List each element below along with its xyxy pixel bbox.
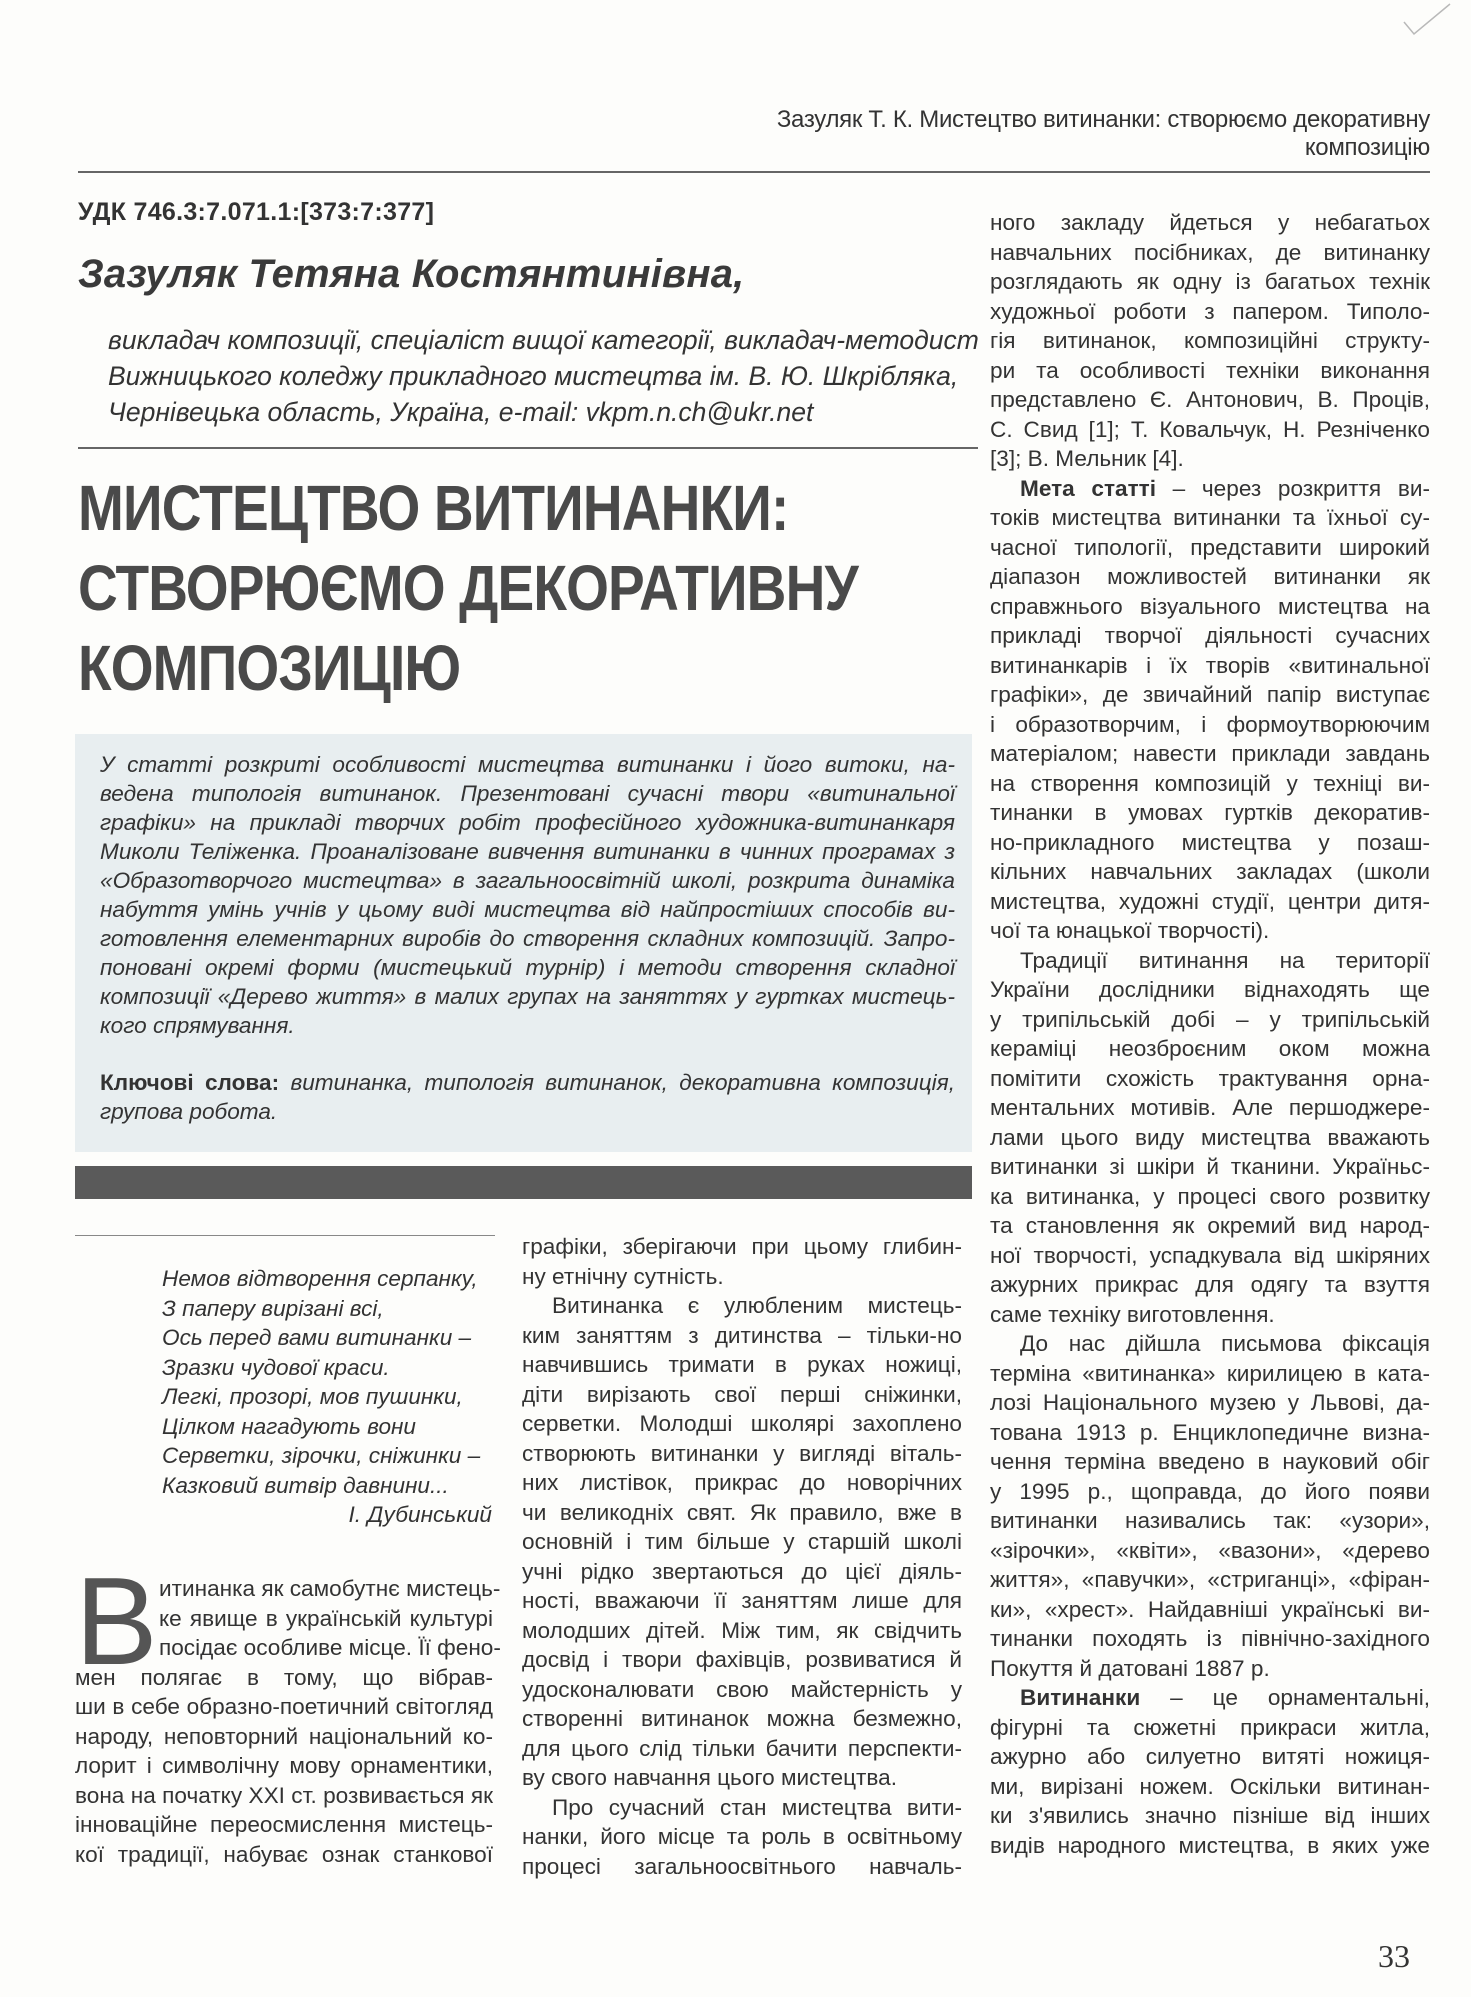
abstract-line: графіки» на прикладі творчих робіт професійного художника-витинанкаря [100,810,955,835]
lead-in-term: Мета статті [1020,475,1156,501]
body-line: розглядають як одну із багатьох технік [990,269,1430,294]
body-line: Про сучасний стан мистецтва вити- [552,1794,962,1820]
body-line: прикладі творчої діяльності сучасних [990,623,1430,648]
body-line: діапазон можливостей витинанки як [990,564,1430,589]
body-line: ка витинанка, у процесі свого розвитку [990,1183,1430,1209]
body-line: серветки. Молодші школярі захоплено [522,1411,962,1436]
body-line: гія витинанок, композиційні структу- [990,328,1430,353]
body-line: часної типології, представити широкий [990,534,1430,560]
body-line: фігурні та сюжетні прикраси житла, [990,1714,1430,1740]
body-line: і образотворчим, і формоутворюючим [990,711,1430,737]
body-line: художньої роботи з папером. Типоло- [990,298,1430,324]
body-line: справжнього візуального мистецтва на [990,593,1430,619]
body-line: До нас дійшла письмова фіксація [1020,1331,1430,1356]
body-line: ного закладу йдеться у небагатьох [990,210,1430,235]
body-line: ми, вирізані ножем. Оскільки витинан- [990,1773,1430,1799]
abstract [100,750,955,1040]
keywords-label: Ключові слова: [100,1070,280,1095]
body-line: матеріалом; навести приклади завдань [990,741,1430,766]
poem-line: Легкі, прозорі, мов пушинки, [162,1384,463,1409]
poem-line: Серветки, зірочки, сніжинки – [162,1443,481,1468]
body-line: графіки», де звичайний папір виступає [990,682,1430,707]
body-line: та становлення як окремий вид народ- [990,1213,1430,1238]
body-line: мен полягає в тому, що вібрав- [75,1664,493,1690]
lead-in-term: Витинанки [1020,1685,1141,1710]
body-line: Традиції витинання на території [1020,947,1430,973]
poem-line: Казковий витвір давнини... [162,1472,449,1498]
body-line: ки з'явились значно пізніше від інших [990,1803,1430,1828]
header-rule [78,171,1430,173]
body-line: процесі загальноосвітнього навчаль- [522,1853,962,1879]
poem-line: Цілком нагадують вони [162,1413,417,1439]
author-affiliation [108,322,978,430]
body-line: чення терміна введено в науковий обіг [990,1449,1430,1474]
poem-line: Зразки чудової краси. [162,1354,390,1380]
running-head: Зазуляк Т. К. Мистецтво витинанки: створюємо декоративну композицію [776,106,1430,161]
body-line: тинанки в умовах гуртків декоратив- [990,800,1430,825]
article-title [78,468,858,708]
body-line: навчальних посібниках, де витинанку [990,239,1430,265]
body-line: діти вирізають свої перші сніжинки, [522,1381,962,1407]
body-line: «зірочки», «квіти», «вазони», «дерево [990,1537,1430,1563]
body-line: ким заняттям з дитинства – тільки-но [522,1322,962,1348]
body-line: створюють витинанки у вигляді віталь- [522,1440,962,1466]
body-line: посідає особливе місце. Її фено- [159,1635,501,1660]
affiliation-line: Чернівецька область, Україна, e-mail: vkpm.n.ch@ukr.net [108,397,814,427]
body-column-left [75,1553,501,1869]
affiliation-line: Вижницького коледжу прикладного мистецтва ім. В. Ю. Шкрібляка, [108,361,959,391]
body-line: витинанки називались так: «узори», [990,1508,1430,1533]
body-line: на створення композицій у техніці ви- [990,770,1430,796]
body-line: вона на початку XXI ст. розвивається як [75,1782,493,1808]
body-line: ри та особливості техніки виконання [990,357,1430,383]
body-line: них листівок, прикрас до новорічних [522,1470,962,1495]
body-line: представлено Є. Антонович, В. Проців, [990,387,1430,412]
body-line: створенні витинанок можна безмежно, [522,1706,962,1731]
page-number: 33 [1378,1938,1410,1974]
body-line: Мета статті – через розкриття ви- [1020,475,1430,501]
body-line: ки», «хрест». Найдавніші українські ви- [990,1596,1430,1622]
body-line: чої та юнацької творчості). [990,918,1270,943]
section-divider-band [75,1166,972,1199]
keywords-line: групова робота. [100,1099,278,1124]
body-line: но-прикладного мистецтва у позаш- [990,829,1430,855]
poem-line: Немов відтворення серпанку, [162,1266,478,1291]
abstract-line: Миколи Теліженка. Проаналізоване вивчення витинанки в чинних програмах з [100,839,955,864]
abstract-line: поновані окремі форми (мистецький турнір) і методи створення складної [100,955,955,980]
body-line: основній і тим більше у старшій школі [522,1529,962,1554]
abstract-line: набуття умінь учнів у цьому виді мистецтва від найпростіших способів ви- [100,897,955,922]
title-rule [78,447,978,449]
body-line: учні рідко звертаються до цієї діяль- [522,1558,962,1584]
abstract-line: кого спрямування. [100,1013,295,1038]
body-line: ажурних прикрас для одягу та взуття [990,1272,1430,1297]
body-line: ну етнічну сутність. [522,1263,724,1289]
body-line: України дослідники віднаходять ще [990,977,1430,1002]
body-line: Витинанка є улюбленим мистець- [552,1293,962,1318]
body-line: життя», «павучки», «стриганці», «фіран- [990,1567,1430,1592]
body-line: ності, вважаючи її заняттям лише для [522,1588,962,1613]
body-line: тована 1913 р. Енциклопедичне визна- [990,1419,1430,1445]
body-line: навчившись тримати в руках ножиці, [522,1352,962,1377]
body-line: видів народного мистецтва, в яких уже [990,1832,1430,1858]
abstract-line: ведена типологія витинанок. Презентовані сучасні твори «витинальної [100,781,955,806]
body-line: інноваційне переосмислення мистець- [75,1812,493,1837]
udc-code: УДК 746.3:7.071.1:[373:7:377] [78,198,435,226]
body-line: ке явище в українській культурі [159,1605,493,1631]
body-line: тинанки походять із північно-західного [990,1626,1430,1651]
epigraph-poem [162,1264,492,1530]
poem-attribution: І. Дубинський [348,1502,492,1527]
body-line: лозі Національного музею у Львові, да- [990,1390,1430,1415]
body-line: Витинанки – це орнаментальні, [1020,1685,1430,1710]
title-line: СТВОРЮЄМО ДЕКОРАТИВНУ [78,552,858,624]
body-line: ментальних мотивів. Але першоджере- [990,1095,1430,1120]
body-line: витинанкарів і їх творів «витинальної [990,652,1430,678]
body-line: итинанка як самобутнє мистець- [159,1576,501,1601]
body-line: ву свого навчання цього мистецтва. [522,1765,897,1790]
body-line: чи великодніх свят. Як правило, вже в [522,1499,962,1525]
abstract-line: готовлення елементарних виробів до створення складних композицій. Запро- [100,926,955,951]
body-line: мистецтва, художні студії, центри дитя- [990,888,1430,914]
epigraph-rule [75,1235,495,1236]
body-column-right [990,208,1430,1860]
abstract-line: У статті розкриті особливості мистецтва витинанки і його витоки, на- [100,752,955,777]
title-line: КОМПОЗИЦІЮ [78,632,461,704]
keywords-line: витинанка, типологія витинанок, декоративна композиція, [290,1070,956,1095]
title-line: МИСТЕЦТВО ВИТИНАНКИ: [78,472,789,544]
abstract-line: композиції «Дерево життя» в малих групах на заняттях у гуртках мистець- [100,984,955,1009]
poem-line: Ось перед вами витинанки – [162,1325,472,1350]
body-line: нанки, його місце та роль в освітньому [522,1824,962,1849]
body-line: кої традиції, набуває ознак станкової [75,1841,493,1867]
body-line: [3]; В. Мельник [4]. [990,446,1184,471]
body-line: С. Свид [1]; Т. Ковальчук, Н. Резніченко [990,416,1430,442]
body-line: токів мистецтва витинанки та їхньої су- [990,505,1430,530]
abstract-line: «Образотворчого мистецтва» в загальноосвітній школі, розкрита динаміка [100,868,955,893]
body-line: графіки, зберігаючи при цьому глибин- [522,1234,962,1259]
keywords [100,1068,955,1126]
body-line: ажурно або силуетно витяті ножиця- [990,1744,1430,1769]
body-column-middle [522,1232,962,1881]
body-line: ши в себе образно-поетичний світогляд [75,1694,493,1719]
body-line: молодших дітей. Між тим, як свідчить [522,1617,962,1643]
body-line: досвід і твори фахівців, розвиватися й [522,1647,962,1672]
body-line: народу, неповторний національний ко- [75,1723,493,1749]
body-line: у 1995 р., щоправда, до його появи [990,1478,1430,1504]
affiliation-line: викладач композиції, спеціаліст вищої категорії, викладач-методист [108,325,979,355]
drop-cap: В [75,1553,158,1691]
body-line: удосконалювати свою майстерність у [522,1676,962,1702]
body-line: лорит і символічну мову орнаментики, [75,1753,493,1778]
body-line: кільних навчальних закладах (школи [990,859,1430,884]
body-line: лами цього виду мистецтва вважають [990,1124,1430,1150]
body-line: ної творчості, успадкувала від шкіряних [990,1242,1430,1268]
body-line: саме техніку виготовлення. [990,1301,1275,1327]
pencil-check-mark-icon [1400,0,1460,40]
body-line: у трипільській добі – у трипільській [990,1006,1430,1032]
body-line: Покуття й датовані 1887 р. [990,1655,1270,1681]
body-line: терміна «витинанка» кирилицею в ката- [990,1360,1430,1386]
body-line: кераміці неозброєним оком можна [990,1036,1430,1061]
body-line: помітити схожість трактування орна- [990,1065,1430,1091]
author-name: Зазуляк Тетяна Костянтинівна, [78,252,745,296]
poem-line: З паперу вирізані всі, [162,1295,384,1321]
body-line: витинанки зі шкіри й тканини. Україньс- [990,1154,1430,1179]
body-line: для цього слід тільки бачити перспекти- [522,1735,962,1761]
